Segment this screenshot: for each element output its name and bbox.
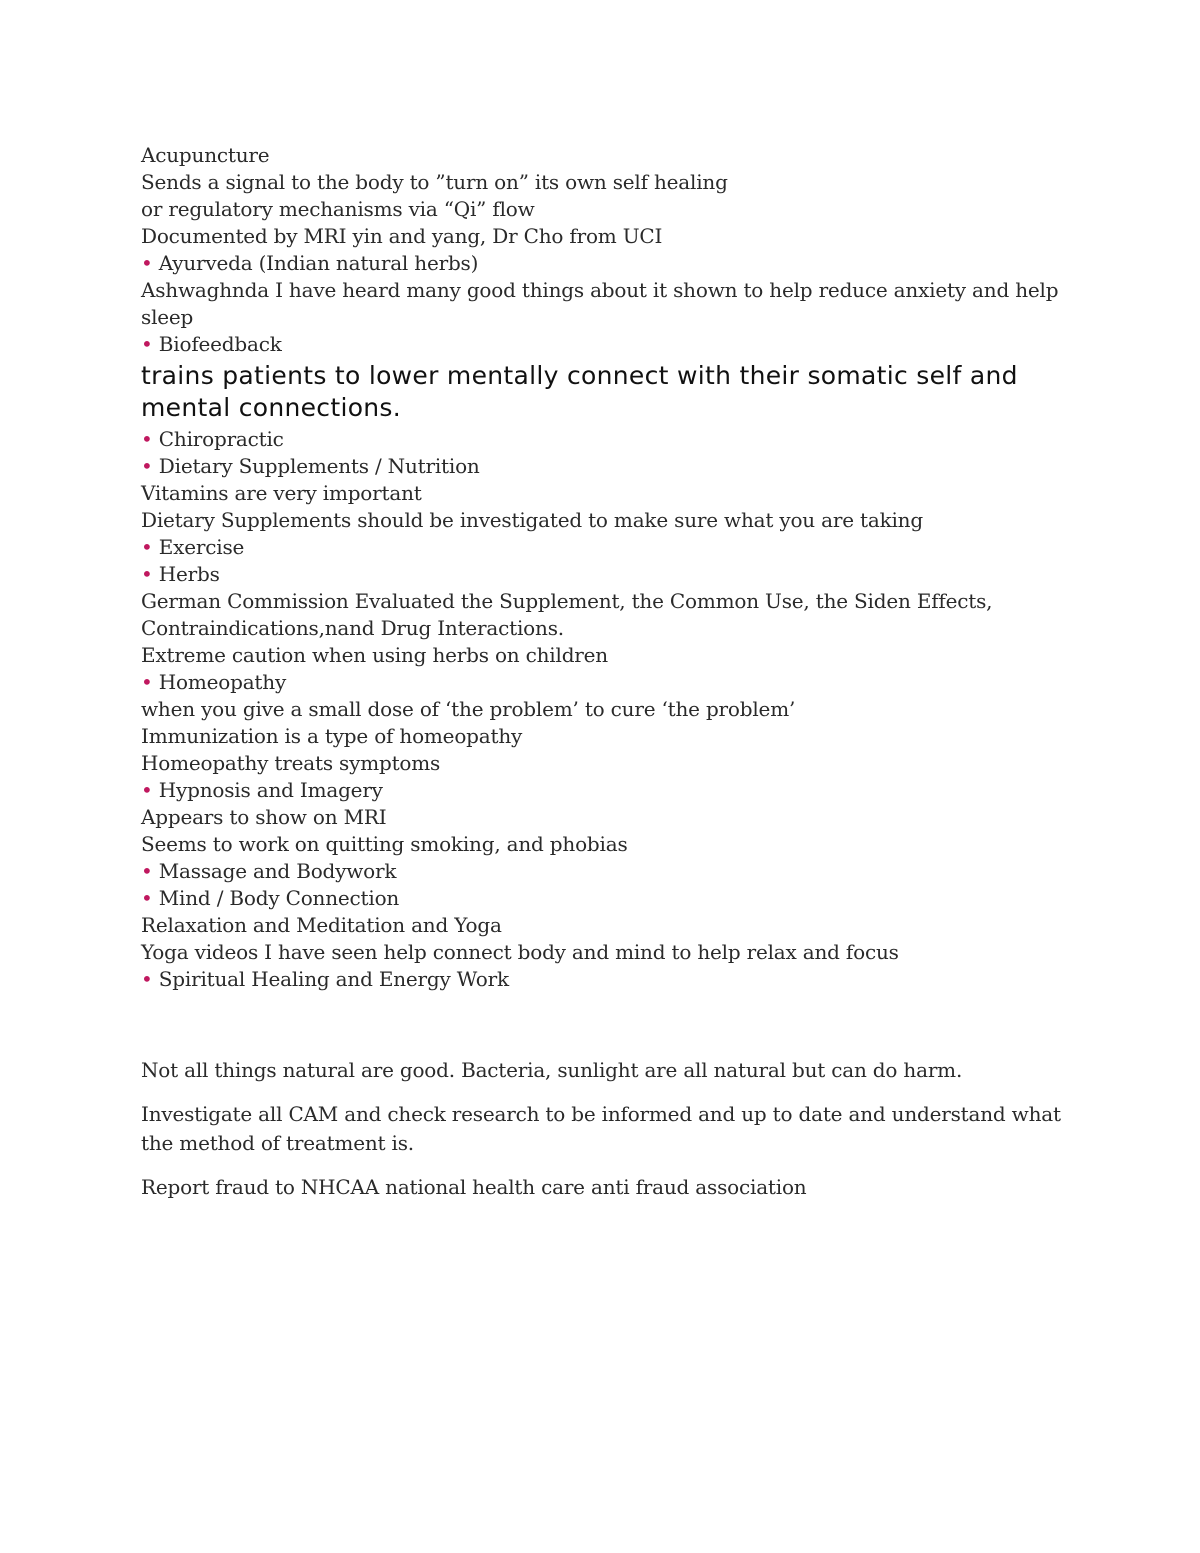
bullet-icon: • — [141, 562, 153, 586]
bullet-item — [141, 426, 1081, 453]
bullet-icon: • — [141, 332, 153, 356]
bullet-item — [141, 885, 1081, 912]
bullet-item — [141, 250, 1081, 277]
line-text: Documented by MRI yin and yang, Dr Cho from UCI — [141, 224, 663, 248]
bullet-icon: • — [141, 251, 153, 275]
section-spacer — [141, 993, 1081, 1056]
line-text: Hypnosis and Imagery — [158, 778, 383, 802]
note-line — [141, 223, 1081, 250]
bullet-item — [141, 669, 1081, 696]
note-line — [141, 831, 1081, 858]
bullet-item — [141, 966, 1081, 993]
note-line — [141, 480, 1081, 507]
line-text: Massage and Bodywork — [158, 859, 397, 883]
note-line — [141, 912, 1081, 939]
emphasis-note — [141, 360, 1081, 424]
line-text: Yoga videos I have seen help connect body and mind to help relax and focus — [141, 940, 899, 964]
line-text: Vitamins are very important — [141, 481, 422, 505]
note-line — [141, 507, 1081, 534]
document-page — [141, 142, 1081, 1217]
note-line — [141, 615, 1081, 642]
line-text: German Commission Evaluated the Supplement, the Common Use, the Siden Effects, — [141, 589, 993, 613]
note-line — [141, 750, 1081, 777]
notes-list — [141, 142, 1081, 993]
bullet-icon: • — [141, 967, 153, 991]
bullet-icon: • — [141, 886, 153, 910]
line-text: Ayurveda (Indian natural herbs) — [158, 251, 479, 275]
line-text: Homeopathy — [158, 670, 287, 694]
bullet-icon: • — [141, 859, 153, 883]
line-text: Homeopathy treats symptoms — [141, 751, 441, 775]
line-text: Dietary Supplements should be investigated to make sure what you are taking — [141, 508, 923, 532]
note-line — [141, 723, 1081, 750]
line-text: Spiritual Healing and Energy Work — [158, 967, 509, 991]
line-text: Appears to show on MRI — [141, 805, 387, 829]
bullet-icon: • — [141, 778, 153, 802]
note-line — [141, 588, 1081, 615]
line-text: Extreme caution when using herbs on children — [141, 643, 608, 667]
bullet-icon: • — [141, 454, 153, 478]
line-text: Mind / Body Connection — [158, 886, 400, 910]
bullet-icon: • — [141, 670, 153, 694]
closing-paragraph: Report fraud to NHCAA national health care anti fraud association — [141, 1175, 807, 1199]
line-text: Exercise — [158, 535, 245, 559]
line-text: Acupuncture — [141, 143, 270, 167]
note-line — [141, 196, 1081, 223]
closing-paragraph: Not all things natural are good. Bacteria, sunlight are all natural but can do harm. — [141, 1058, 963, 1082]
bullet-item — [141, 777, 1081, 804]
bullet-item — [141, 858, 1081, 885]
line-text: trains patients to lower mentally connect with their somatic self and mental connections. — [141, 361, 1018, 422]
line-text: Immunization is a type of homeopathy — [141, 724, 523, 748]
note-line — [141, 939, 1081, 966]
bullet-item — [141, 534, 1081, 561]
note-line — [141, 804, 1081, 831]
bullet-item — [141, 561, 1081, 588]
line-text: Chiropractic — [158, 427, 284, 451]
line-text: Ashwaghnda I have heard many good things about it shown to help reduce anxiety and help sleep — [141, 278, 1059, 329]
closing-paragraph: Investigate all CAM and check research to be informed and up to date and understand what the method of treatment is. — [141, 1102, 1061, 1155]
note-line — [141, 277, 1081, 331]
note-line — [141, 696, 1081, 723]
line-text: or regulatory mechanisms via “Qi” flow — [141, 197, 535, 221]
bullet-icon: • — [141, 535, 153, 559]
bullet-item — [141, 331, 1081, 358]
closing-section — [141, 1056, 1081, 1202]
line-text: Dietary Supplements / Nutrition — [158, 454, 480, 478]
line-text: Herbs — [158, 562, 220, 586]
bullet-item — [141, 453, 1081, 480]
note-line — [141, 642, 1081, 669]
line-text: Relaxation and Meditation and Yoga — [141, 913, 502, 937]
line-text: Seems to work on quitting smoking, and phobias — [141, 832, 628, 856]
line-text: Biofeedback — [158, 332, 282, 356]
line-text: Contraindications,nand Drug Interactions. — [141, 616, 564, 640]
bullet-icon: • — [141, 427, 153, 451]
note-line — [141, 142, 1081, 169]
line-text: when you give a small dose of ‘the problem’ to cure ‘the problem’ — [141, 697, 796, 721]
note-line — [141, 169, 1081, 196]
line-text: Sends a signal to the body to ”turn on” its own self healing — [141, 170, 728, 194]
